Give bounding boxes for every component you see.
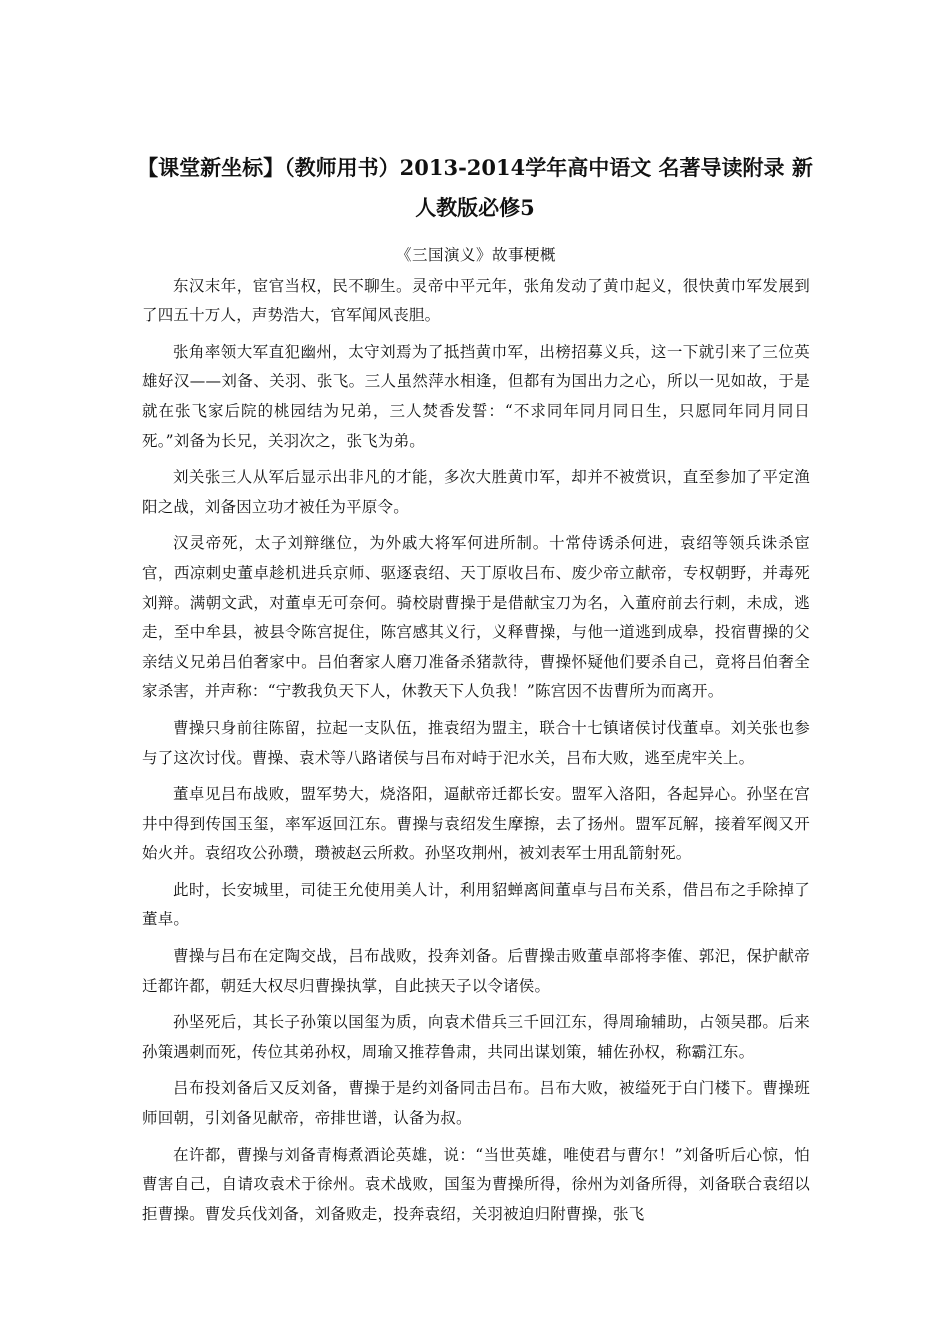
- paragraph-8: 曹操与吕布在定陶交战，吕布战败，投奔刘备。后曹操击败董卓部将李傕、郭汜，保护献帝迁都许都，朝廷大权尽归曹操执掌，自此挟天子以令诸侯。: [142, 947, 810, 995]
- paragraph-10: 吕布投刘备后又反刘备，曹操于是约刘备同击吕布。吕布大败，被缢死于白门楼下。曹操班师回朝，引刘备见献帝，帝排世谱，认备为叔。: [142, 1079, 810, 1128]
- paragraph-3: 刘关张三人从军后显示出非凡的才能，多次大胜黄巾军，却并不被赏识，直至参加了平定渔阳之战，刘备因立功才被任为平原令。: [142, 468, 810, 516]
- paragraph-5: 曹操只身前往陈留，拉起一支队伍，推袁绍为盟主，联合十七镇诸侯讨伐董卓。刘关张也参与了这次讨伐。曹操、袁术等八路诸侯与吕布对峙于汜水关，吕布大败，逃至虎牢关上。: [142, 718, 810, 767]
- paragraph-7: 此时，长安城里，司徒王允使用美人计，利用貂蝉离间董卓与吕布关系，借吕布之手除掉了董卓。: [142, 880, 810, 929]
- paragraph-9: 孙坚死后，其长子孙策以国玺为质，向袁术借兵三千回江东，得周瑜辅助，占领吴郡。后来孙策遇刺而死，传位其弟孙权，周瑜又推荐鲁肃，共同出谋划策，辅佐孙权，称霸江东。: [142, 1013, 810, 1061]
- paragraph-2: 张角率领大军直犯幽州，太守刘焉为了抵挡黄巾军，出榜招募义兵，这一下就引来了三位英雄好汉——刘备、关羽、张飞。三人虽然萍水相逢，但都有为国出力之心，所以一见如故，于是就在张飞家后院的桃园结为兄弟，三人焚香发誓：“不求同年同月同日生，只愿同年同月同日死。”刘备为长兄，关羽次之，张飞为弟。: [142, 342, 810, 450]
- document-body: [142, 241, 810, 1236]
- paragraph-6: 董卓见吕布战败，盟军势大，烧洛阳，逼献帝迁都长安。盟军入洛阳，各起异心。孙坚在宫井中得到传国玉玺，率军返回江东。曹操与袁绍发生摩擦，去了扬州。盟军瓦解，接着军阀又开始火并。袁绍攻公孙瓒，瓒被赵云所救。孙坚攻荆州，被刘表军士用乱箭射死。: [142, 785, 810, 863]
- paragraph-4: 汉灵帝死，太子刘辩继位，为外戚大将军何进所制。十常侍诱杀何进，袁绍等领兵诛杀宦官，西凉刺史董卓趁机进兵京师、驱逐袁绍、天丁原收吕布、废少帝立献帝，专权朝野，并毒死刘辩。满朝文武，对董卓无可奈何。骑校尉曹操于是借献宝刀为名，入董府前去行刺，未成，逃走，至中牟县，被县令陈宫捉住，陈宫感其义行，义释曹操，与他一道逃到成皋，投宿曹操的父亲结义兄弟吕伯奢家中。吕伯奢家人磨刀准备杀猪款待，曹操怀疑他们要杀自己，竟将吕伯奢全家杀害，并声称：“宁教我负天下人，休教天下人负我！”陈宫因不齿曹所为而离开。: [142, 534, 810, 701]
- paragraph-11: 在许都，曹操与刘备青梅煮酒论英雄，说：“当世英雄，唯使君与曹尔！”刘备听后心惊，怕曹害自己，自请攻袁术于徐州。袁术战败，国玺为曹操所得，徐州为刘备所得，刘备联合袁绍以拒曹操。曹发兵伐刘备，刘备败走，投奔袁绍，关羽被迫归附曹操，张飞: [142, 1145, 810, 1223]
- section-subtitle: 《三国演义》故事梗概: [395, 246, 556, 264]
- paragraph-1: 东汉末年，宦官当权，民不聊生。灵帝中平元年，张角发动了黄巾起义，很快黄巾军发展到了四五十万人，声势浩大，官军闻风丧胆。: [142, 276, 810, 325]
- document-title: 【课堂新坐标】（教师用书）2013-2014学年高中语文 名著导读附录 新人教版必修5: [137, 155, 813, 220]
